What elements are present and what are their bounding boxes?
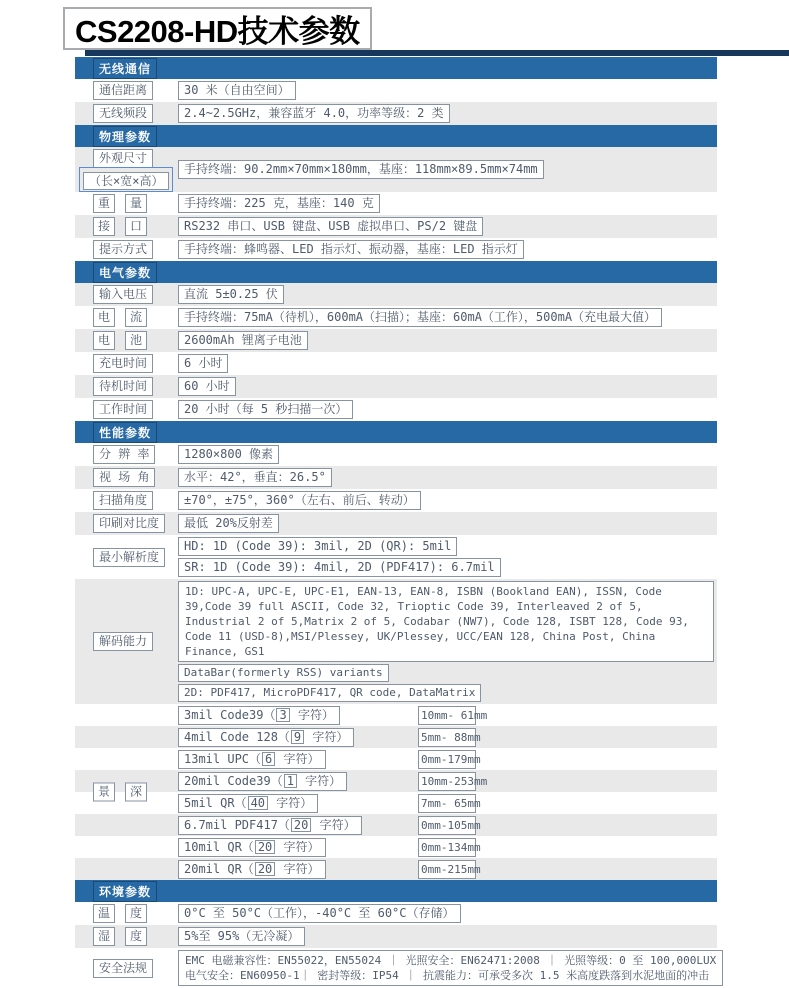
row-value: 手持终端：75mA（待机），600mA（扫描）；基座：60mA（工作），500mA（充电最大值） xyxy=(178,308,662,327)
row-label-char: 深 xyxy=(125,783,147,802)
dof-count: 1 xyxy=(284,774,297,788)
row-label-line1: 外观尺寸 xyxy=(93,149,153,168)
dof-row xyxy=(75,792,717,814)
row-label: 扫描角度 xyxy=(93,491,153,510)
table-row xyxy=(75,489,717,512)
safety-regulations-box xyxy=(178,950,723,986)
dof-code: 10mil QR（ xyxy=(184,839,254,854)
row-label: 待机时间 xyxy=(93,377,153,396)
dof-unit: 字符） xyxy=(276,839,320,854)
table-row xyxy=(75,375,717,398)
section-label: 物理参数 xyxy=(93,126,157,147)
dof-count: 6 xyxy=(262,752,275,766)
row-label: 印刷对比度 xyxy=(93,514,165,533)
row-value: 手持终端：蜂鸣器、LED 指示灯、振动器，基座：LED 指示灯 xyxy=(178,240,524,259)
dof-spec-box xyxy=(178,816,362,835)
row-value: 直流 5±0.25 伏 xyxy=(178,285,284,304)
section-label: 无线通信 xyxy=(93,58,157,79)
dof-row xyxy=(75,858,717,880)
row-label-char: 湿 xyxy=(93,927,115,946)
row-label-char: 接 xyxy=(93,217,115,236)
row-label-char: 电 xyxy=(93,308,115,327)
dof-range-box: 0mm-105mm xyxy=(418,816,476,835)
table-row xyxy=(75,398,717,421)
decode-1d-box xyxy=(178,581,714,662)
section-bar-performance xyxy=(75,421,717,443)
decode-databar-box: DataBar(formerly RSS) variants xyxy=(178,664,389,682)
table-row-decode xyxy=(75,579,717,704)
section-bar-environment xyxy=(75,880,717,902)
row-value: RS232 串口、USB 键盘、USB 虚拟串口、PS/2 键盘 xyxy=(178,217,483,236)
dof-spec-box xyxy=(178,772,347,791)
dof-range-box: 5mm- 88mm xyxy=(418,728,476,747)
row-label-line2: （长×宽×高） xyxy=(83,172,169,190)
dof-code: 13mil UPC（ xyxy=(184,751,262,766)
label-highlight-frame xyxy=(79,167,173,192)
dof-unit: 字符） xyxy=(297,773,342,788)
row-label: 工作时间 xyxy=(93,400,153,419)
table-row xyxy=(75,215,717,238)
dof-spec-box xyxy=(178,838,326,857)
row-label: 充电时间 xyxy=(93,354,153,373)
table-row xyxy=(75,512,717,535)
row-label: 提示方式 xyxy=(93,240,153,259)
row-value: 水平：42°，垂直：26.5° xyxy=(178,468,332,487)
dof-range-box: 7mm- 65mm xyxy=(418,794,476,813)
dof-row xyxy=(75,814,717,836)
dof-row xyxy=(75,770,717,792)
row-value: 手持终端：225 克，基座：140 克 xyxy=(178,194,380,213)
table-row xyxy=(75,79,717,102)
row-label: 通信距离 xyxy=(93,81,153,100)
dof-row xyxy=(75,836,717,858)
dof-count: 3 xyxy=(276,708,289,722)
section-label: 环境参数 xyxy=(93,881,157,902)
decode-1d-line: 1D: UPC-A, UPC-E, UPC-E1, EAN-13, EAN-8, ISBN (Bookland EAN), ISSN, Code 39,Code 39 full ASCII, Code 32, xyxy=(185,585,662,613)
section-bar-physical xyxy=(75,125,717,147)
row-label: 最小解析度 xyxy=(93,548,165,567)
row-label: 视 场 角 xyxy=(93,468,155,487)
dof-unit: 字符） xyxy=(276,861,320,876)
row-label: 无线频段 xyxy=(93,104,153,123)
dof-code: 20mil Code39（ xyxy=(184,773,283,788)
dof-code: 5mil QR（ xyxy=(184,795,247,810)
decode-2d-box: 2D: PDF417, MicroPDF417, QR code, DataMatrix xyxy=(178,684,481,702)
dof-count: 20 xyxy=(255,840,275,854)
dof-count: 40 xyxy=(248,796,268,810)
dof-code: 4mil Code 128（ xyxy=(184,729,290,744)
decode-1d-line: Trioptic Code 39, Interleaved 2 of 5, Industrial 2 of 5,Matrix 2 of 5, Codabar (NW7), Code 128, ISBT 128, xyxy=(185,600,643,628)
table-row xyxy=(75,925,717,948)
spec-table xyxy=(75,57,717,988)
dof-spec-box xyxy=(178,728,354,747)
dof-range-box: 0mm-179mm xyxy=(418,750,476,769)
section-label: 电气参数 xyxy=(93,262,157,283)
depth-of-field-block xyxy=(75,704,717,880)
safety-line: EMC 电磁兼容性：EN55022，EN55024 ｜ 光照安全：EN62471:2008 ｜ 光照等级：0 至 100,000LUX xyxy=(185,954,717,967)
section-bar-electrical xyxy=(75,261,717,283)
row-label-char: 池 xyxy=(125,331,147,350)
dof-code: 20mil QR（ xyxy=(184,861,254,876)
table-row-safety xyxy=(75,948,717,988)
dof-row xyxy=(75,704,717,726)
row-label-char: 度 xyxy=(125,904,147,923)
table-row xyxy=(75,147,717,192)
table-row xyxy=(75,192,717,215)
row-label: 解码能力 xyxy=(93,632,153,651)
dof-count: 20 xyxy=(255,862,275,876)
dof-spec-box xyxy=(178,860,326,879)
row-label-char: 流 xyxy=(125,308,147,327)
row-label-char: 量 xyxy=(125,194,147,213)
table-row xyxy=(75,466,717,489)
dof-unit: 字符） xyxy=(269,795,313,810)
dof-unit: 字符） xyxy=(276,751,320,766)
row-value: 60 小时 xyxy=(178,377,236,396)
table-row xyxy=(75,238,717,261)
table-row xyxy=(75,329,717,352)
section-bar-wireless xyxy=(75,57,717,79)
row-value: 1280×800 像素 xyxy=(178,445,279,464)
table-row-min-resolution xyxy=(75,535,717,579)
table-row xyxy=(75,902,717,925)
page-title: CS2208-HD技术参数 xyxy=(63,7,372,50)
dof-count: 20 xyxy=(291,818,311,832)
row-label-char: 景 xyxy=(93,783,115,802)
row-value: 20 小时（每 5 秒扫描一次） xyxy=(178,400,353,419)
row-label: 输入电压 xyxy=(93,285,153,304)
dof-code: 6.7mil PDF417（ xyxy=(184,817,290,832)
row-value: 6 小时 xyxy=(178,354,228,373)
dof-range-box: 10mm- 61mm xyxy=(418,706,476,725)
row-value: 2600mAh 锂离子电池 xyxy=(178,331,308,350)
dof-range-box: 10mm-253mm xyxy=(418,772,476,791)
table-row xyxy=(75,102,717,125)
row-label-char: 电 xyxy=(93,331,115,350)
dof-unit: 字符） xyxy=(305,729,349,744)
row-label-char: 温 xyxy=(93,904,115,923)
row-value: 30 米（自由空间） xyxy=(178,81,296,100)
row-label-char: 口 xyxy=(125,217,147,236)
row-value: 5%至 95%（无冷凝） xyxy=(178,927,305,946)
section-label: 性能参数 xyxy=(93,422,157,443)
dof-row xyxy=(75,748,717,770)
row-value: 2.4~2.5GHz，兼容蓝牙 4.0，功率等级：2 类 xyxy=(178,104,450,123)
row-value: 最低 20%反射差 xyxy=(178,514,279,533)
dof-row xyxy=(75,726,717,748)
row-value: 手持终端：90.2mm×70mm×180mm，基座：118mm×89.5mm×74mm xyxy=(178,160,544,179)
row-label: 分 辨 率 xyxy=(93,445,155,464)
dof-range-box: 0mm-134mm xyxy=(418,838,476,857)
depth-of-field-label xyxy=(93,783,147,802)
row-label: 安全法规 xyxy=(93,959,153,978)
document-header xyxy=(0,0,789,57)
row-label-char: 重 xyxy=(93,194,115,213)
dof-spec-box xyxy=(178,750,326,769)
dof-unit: 字符） xyxy=(312,817,356,832)
dof-unit: 字符） xyxy=(290,707,334,722)
safety-line: 电气安全：EN60950-1｜ 密封等级：IP54 ｜ 抗震能力：可承受多次 1.5 米高度跌落到水泥地面的冲击 xyxy=(185,969,710,982)
dof-count: 9 xyxy=(291,730,304,744)
table-row xyxy=(75,306,717,329)
row-label-char: 度 xyxy=(125,927,147,946)
decode-1d-line: Code 93, Code 11 (USD-8),MSI/Plessey, UK/Plessey, UCC/EAN 128, China Post, China Finance, GS1 xyxy=(185,615,689,658)
table-row xyxy=(75,352,717,375)
row-value: 0°C 至 50°C（工作），-40°C 至 60°C（存储） xyxy=(178,904,461,923)
dof-code: 3mil Code39（ xyxy=(184,707,276,722)
dof-range-box: 0mm-215mm xyxy=(418,860,476,879)
dof-spec-box xyxy=(178,706,340,725)
min-resolution-hd: HD: 1D (Code 39): 3mil, 2D (QR): 5mil xyxy=(178,537,457,556)
row-value: ±70°，±75°，360°（左右、前后、转动） xyxy=(178,491,421,510)
dof-spec-box xyxy=(178,794,318,813)
table-row xyxy=(75,283,717,306)
table-row xyxy=(75,443,717,466)
min-resolution-sr: SR: 1D (Code 39): 4mil, 2D (PDF417): 6.7mil xyxy=(178,558,501,577)
